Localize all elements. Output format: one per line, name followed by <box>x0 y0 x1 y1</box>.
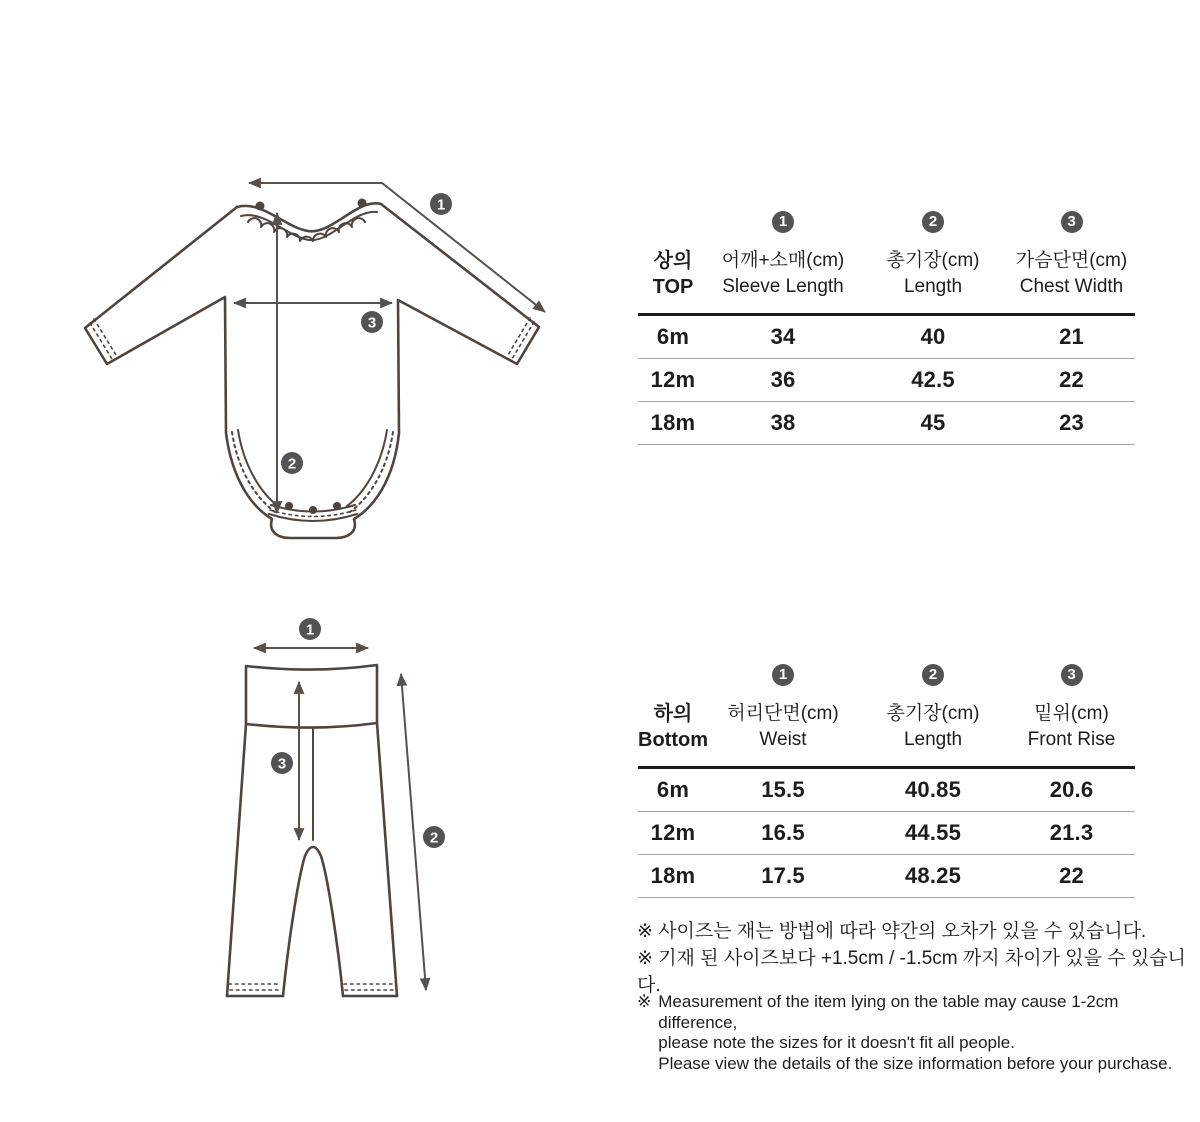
column-header-en: Length <box>903 729 963 750</box>
value-cell: 20.6 <box>1049 777 1094 802</box>
column-header-en: Front Rise <box>1027 729 1116 750</box>
korean-size-notes <box>637 918 1200 999</box>
badge-1: 1 <box>436 196 446 214</box>
pants-outline <box>227 665 397 996</box>
column-2-badge: 2 <box>922 664 944 686</box>
column-header-ko: 어깨+소매(cm) <box>721 250 845 271</box>
value-cell: 38 <box>770 410 796 435</box>
value-cell: 21 <box>1059 324 1084 349</box>
diagram-number-badges <box>281 193 452 474</box>
column-header-en: Chest Width <box>1019 276 1124 297</box>
table-row <box>638 812 1135 854</box>
snap-buttons <box>256 199 367 515</box>
size-label: 18m <box>650 863 696 888</box>
column-header <box>1008 248 1135 300</box>
column-badge-cell <box>1008 211 1135 233</box>
size-label: 18m <box>650 410 696 435</box>
value-cell: 22 <box>1059 367 1084 392</box>
table-row <box>638 402 1135 444</box>
column-2-badge: 2 <box>922 211 944 233</box>
column-header-en: Weist <box>759 729 807 750</box>
value-cell: 44.55 <box>904 820 962 845</box>
value-cell: 23 <box>1059 410 1084 435</box>
hem-stitching <box>229 984 397 990</box>
value-cell: 17.5 <box>761 863 805 888</box>
column-header-ko: 총기장(cm) <box>886 250 980 271</box>
column-3-badge: 3 <box>1061 664 1083 686</box>
badge-3: 3 <box>367 314 377 332</box>
table-row <box>638 855 1135 897</box>
waistband <box>246 665 377 728</box>
column-header <box>858 248 1008 300</box>
column-badge-cell <box>858 664 1008 686</box>
value-cell: 40 <box>920 324 946 349</box>
size-label: 6m <box>656 777 690 802</box>
english-note-line: Please view the details of the size information before your purchase. <box>658 1053 1173 1073</box>
left-outer-seam <box>227 724 246 996</box>
length-arrow <box>401 674 426 990</box>
english-note-lines <box>658 992 1200 1074</box>
column-header-ko: 가슴단면(cm) <box>1015 250 1128 271</box>
table-row <box>638 359 1135 401</box>
value-cell: 16.5 <box>761 820 805 845</box>
english-size-notes <box>637 992 1200 1074</box>
value-cell: 40.85 <box>904 777 962 802</box>
value-cell: 15.5 <box>761 777 805 802</box>
column-1-badge: 1 <box>772 664 794 686</box>
sleeve-length-arrow <box>249 183 545 312</box>
value-cell: 48.25 <box>904 863 962 888</box>
table-bottom-rule <box>638 444 1135 445</box>
top-table-header-row <box>638 238 1135 313</box>
column-badge-cell <box>708 211 858 233</box>
top-table-badge-row <box>638 206 1135 238</box>
measurement-arrows <box>234 183 545 513</box>
leg-opening-binding <box>232 430 393 512</box>
column-header <box>858 701 1008 753</box>
inner-leg-crotch <box>283 847 343 996</box>
group-label <box>638 701 708 753</box>
table-row <box>638 769 1135 811</box>
column-badge-cell <box>708 664 858 686</box>
badge-2: 2 <box>429 829 439 847</box>
korean-note-line: ※ 사이즈는 재는 방법에 따라 약간의 오차가 있을 수 있습니다. <box>637 921 1147 942</box>
badge-2: 2 <box>287 455 297 473</box>
column-3-badge: 3 <box>1061 211 1083 233</box>
pants-diagram <box>180 600 520 1040</box>
size-label: 6m <box>656 324 690 349</box>
bodysuit-diagram <box>60 150 570 570</box>
bottom-size-table <box>638 659 1135 898</box>
column-header-en: Length <box>903 276 963 297</box>
column-header-ko: 총기장(cm) <box>886 703 980 724</box>
top-size-table <box>638 206 1135 445</box>
size-label: 12m <box>650 367 696 392</box>
value-cell: 22 <box>1059 863 1084 888</box>
bottom-table-header-row <box>638 691 1135 766</box>
column-header-en: Sleeve Length <box>722 276 844 297</box>
badge-3: 3 <box>277 755 287 773</box>
column-header-ko: 허리단면(cm) <box>727 703 839 724</box>
column-badge-cell <box>858 211 1008 233</box>
group-label-en: Bottom <box>638 729 708 751</box>
value-cell: 21.3 <box>1049 820 1094 845</box>
column-badge-cell <box>1008 664 1135 686</box>
column-1-badge: 1 <box>772 211 794 233</box>
right-outer-seam <box>377 723 397 996</box>
value-cell: 34 <box>770 324 796 349</box>
group-label-ko: 하의 <box>653 703 693 725</box>
table-bottom-rule <box>638 897 1135 898</box>
group-label <box>638 248 708 300</box>
badge-1: 1 <box>305 621 315 639</box>
column-header <box>708 248 858 300</box>
diagram-number-badges <box>271 618 445 848</box>
column-header <box>1008 701 1135 753</box>
table-row <box>638 316 1135 358</box>
column-header-ko: 밑위(cm) <box>1034 703 1109 724</box>
korean-note-line: ※ 기재 된 사이즈보다 +1.5cm / -1.5cm 까지 차이가 있을 수 있습니다. <box>637 948 1186 996</box>
column-header <box>708 701 858 753</box>
group-label-ko: 상의 <box>653 250 693 272</box>
group-label-en: TOP <box>652 276 694 298</box>
measurement-arrows <box>254 648 426 990</box>
english-note-line: please note the sizes for it doesn't fit all people. <box>658 1033 1015 1052</box>
value-cell: 45 <box>920 410 946 435</box>
value-cell: 42.5 <box>911 367 955 392</box>
english-note-line: Measurement of the item lying on the table may cause 1-2cm difference, <box>658 992 1119 1032</box>
reference-mark: ※ <box>637 992 652 1011</box>
bottom-table-badge-row <box>638 659 1135 691</box>
value-cell: 36 <box>770 367 796 392</box>
size-label: 12m <box>650 820 696 845</box>
